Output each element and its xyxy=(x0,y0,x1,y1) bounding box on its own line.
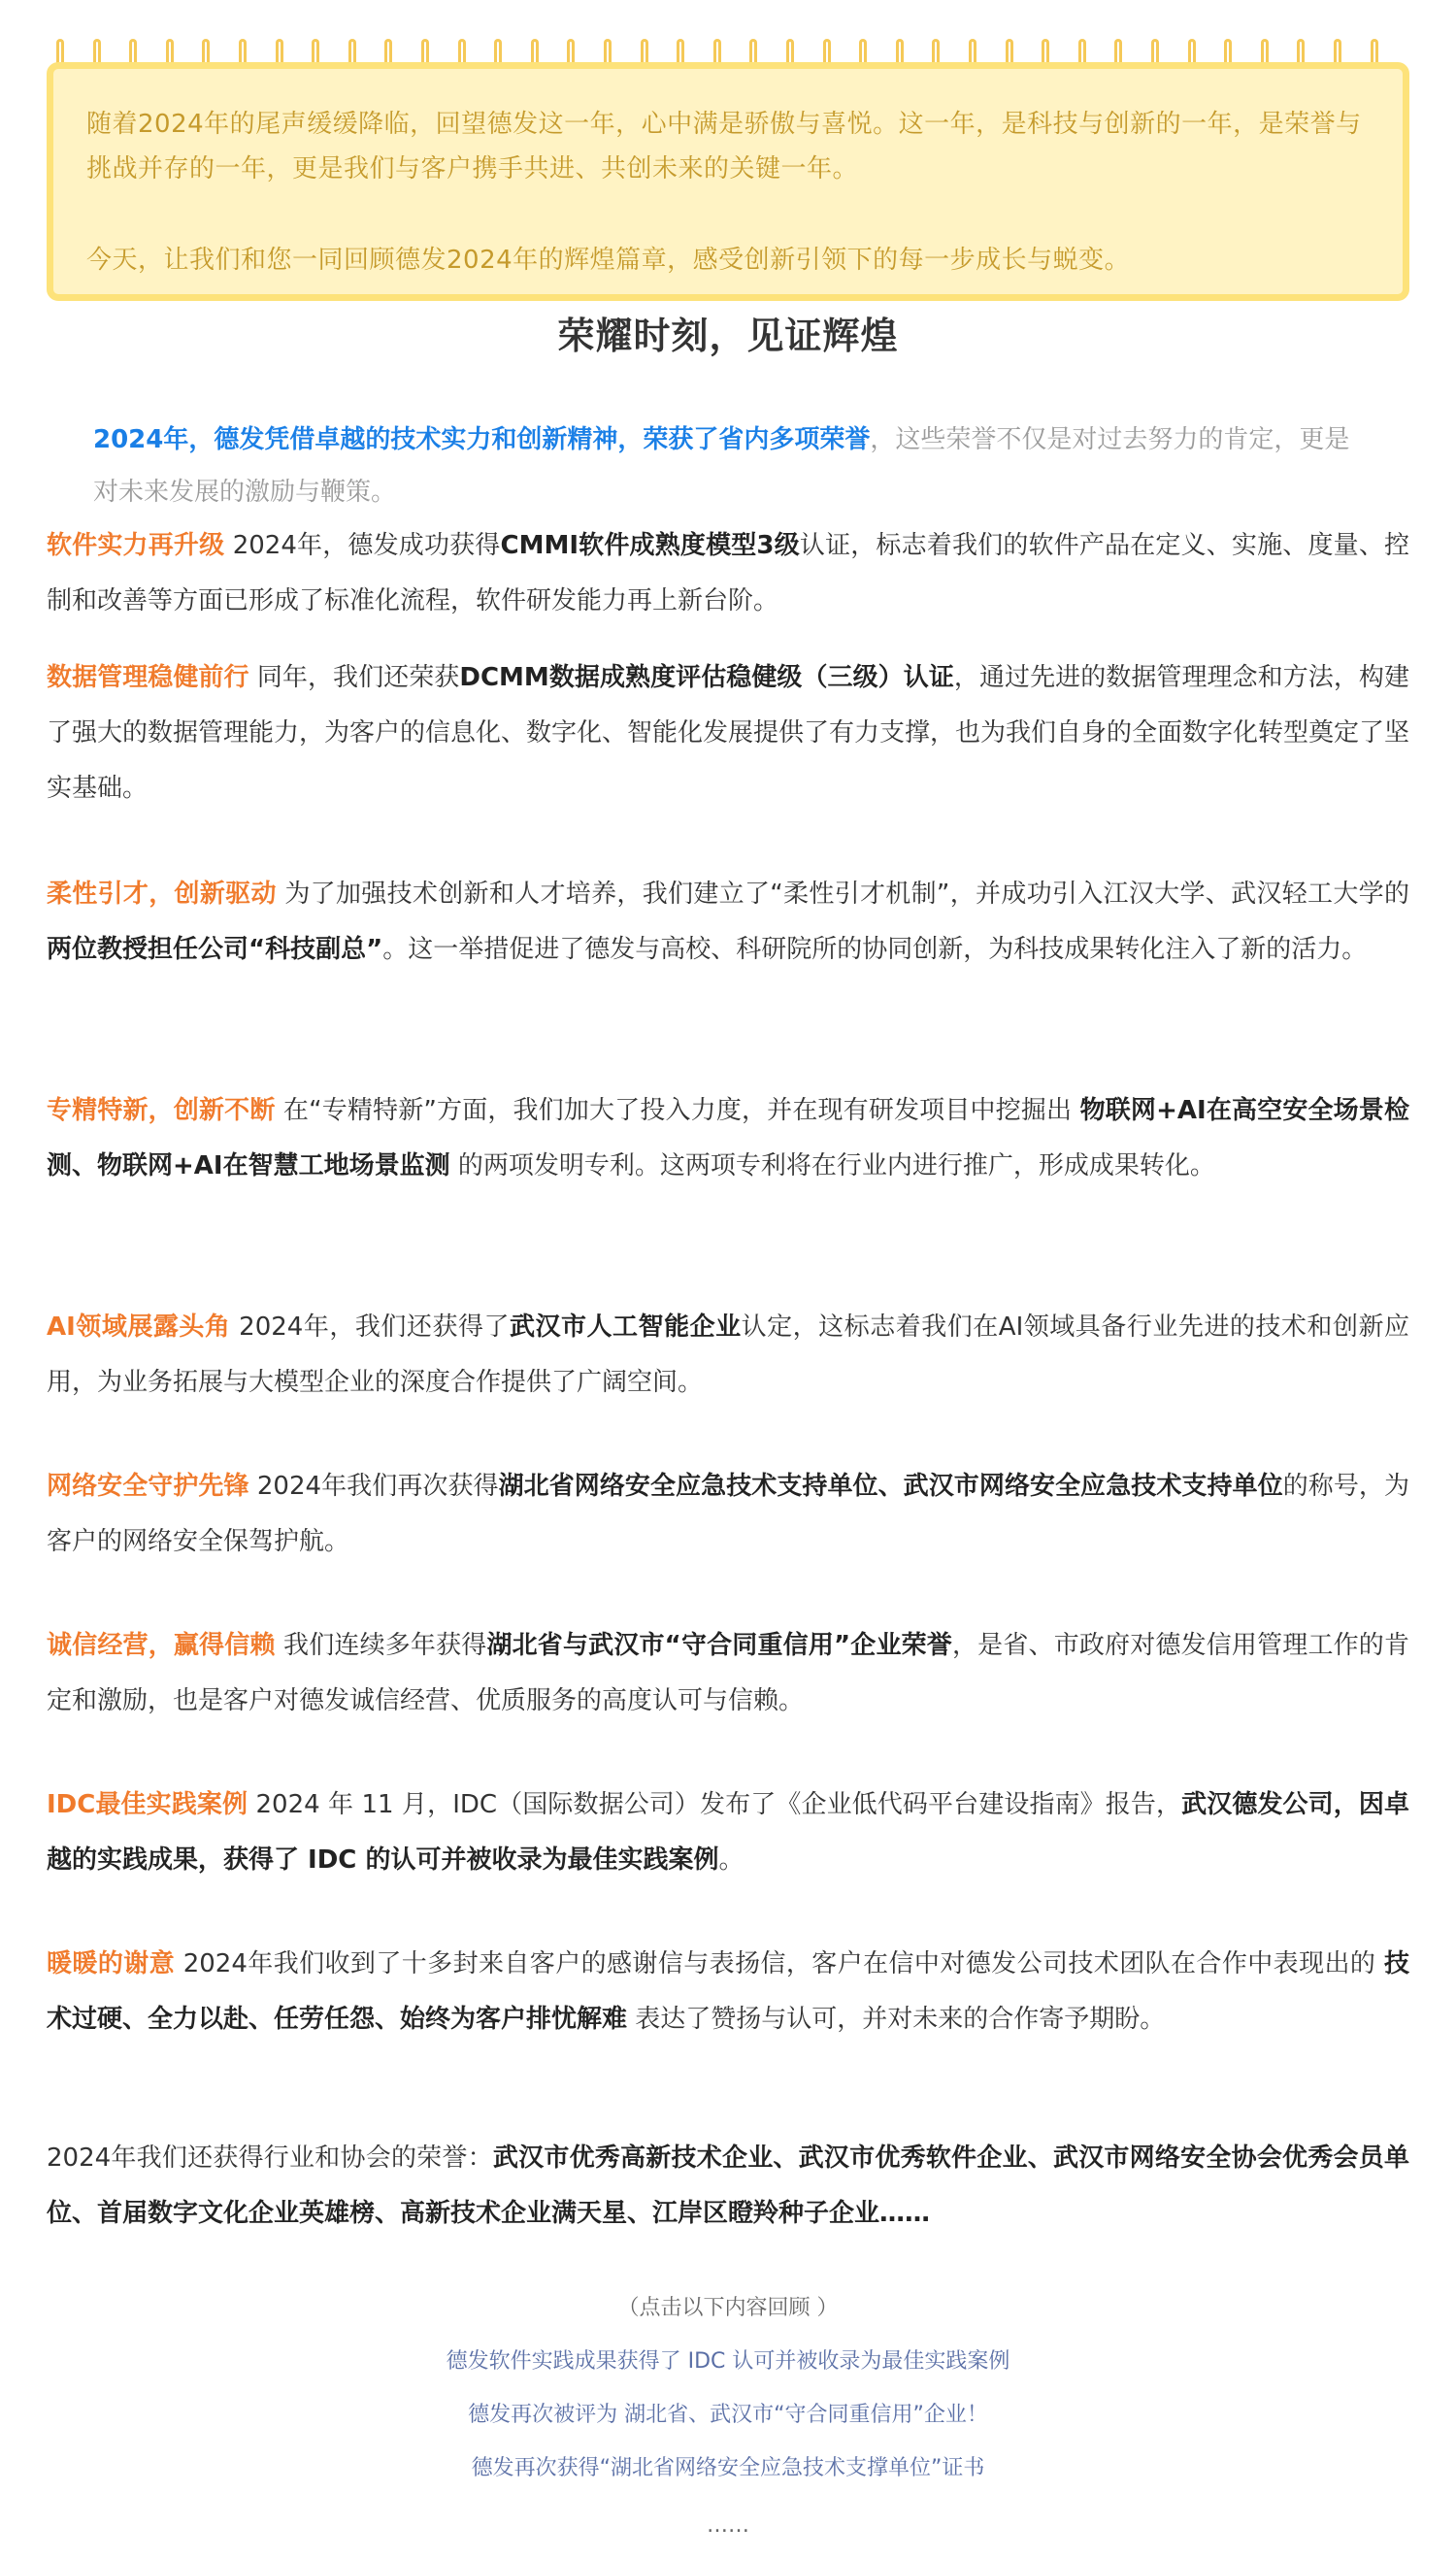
item-text: 2024年我们再次获得 xyxy=(248,1472,499,1501)
item-text: 表达了赞扬与认可，并对未来的合作寄予期盼。 xyxy=(627,2005,1166,2034)
honor-item-idc xyxy=(47,1778,1409,1888)
review-link-idc[interactable]: 德发软件实践成果获得了 IDC 认可并被收录为最佳实践案例 xyxy=(446,2349,1010,2374)
section-title: 荣耀时刻，见证辉煌 xyxy=(557,315,899,357)
item-heading: 软件实力再升级 xyxy=(47,531,225,560)
item-text: 我们连续多年获得 xyxy=(275,1631,487,1660)
item-text: 认定，这标志着我们在AI领域具备行业先进的技术和创新应用，为业务拓展与大模型企业的深度合作提供了广阔空间。 xyxy=(47,1313,1409,1397)
review-link-credit[interactable]: 德发再次被评为 湖北省、武汉市“守合同重信用”企业！ xyxy=(468,2403,988,2427)
item-heading: 暖暖的谢意 xyxy=(47,1949,176,1978)
item-text: 2024年，德发成功获得 xyxy=(224,531,501,560)
honor-item-ai xyxy=(47,1300,1409,1411)
honor-item-talent xyxy=(47,867,1409,978)
item-text: 2024年我们收到了十多封来自客户的感谢信与表扬信，客户在信中对德发公司技术团队在合作中表现出的 xyxy=(175,1949,1384,1978)
item-text: 同年，我们还荣获 xyxy=(248,663,460,692)
honor-item-patents xyxy=(47,1083,1409,1194)
item-text: 认证，标志着我们的软件产品在定义、实施、度量、控制和改善等方面已形成了标准化流程，软件研发能力再上新台阶。 xyxy=(47,531,1410,615)
item-text: 为了加强技术创新和人才培养，我们建立了“柔性引才机制”，并成功引入江汉大学、武汉轻工大学的 xyxy=(276,880,1409,909)
honor-item-integrity xyxy=(47,1618,1409,1729)
item-bold-text: 湖北省网络安全应急技术支持单位、武汉市网络安全应急技术支持单位 xyxy=(498,1472,1283,1501)
item-text: 2024年，我们还获得了 xyxy=(230,1313,510,1342)
industry-honors xyxy=(47,2131,1409,2242)
review-hint: （点击以下内容回顾 ） xyxy=(617,2296,839,2320)
item-heading: 诚信经营，赢得信赖 xyxy=(47,1631,276,1660)
item-bold-text: 武汉德发公司，因卓越的实践成果，获得了 IDC 的认可并被收录为最佳实践案例 xyxy=(47,1790,1409,1875)
item-bold-text: 两位教授担任公司“科技副总” xyxy=(47,935,383,964)
item-text: 在“专精特新”方面，我们加大了投入力度，并在现有研发项目中挖掘出 xyxy=(275,1096,1080,1125)
intro-paragraph-1: 随着2024年的尾声缓缓降临，回望德发这一年，心中满是骄傲与喜悦。这一年，是科技与创新的一年，是荣誉与挑战并存的一年，更是我们与客户携手共进、共创未来的关键一年。 xyxy=(86,110,1362,183)
intro-paragraph-2: 今天，让我们和您一同回顾德发2024年的辉煌篇章，感受创新引领下的每一步成长与蜕变。 xyxy=(86,246,1131,275)
intro-notepad-card xyxy=(47,62,1409,301)
item-text: 。这一举措促进了德发与高校、科研院所的协同创新，为科技成果转化注入了新的活力。 xyxy=(382,935,1368,964)
lead-highlight: 2024年，德发凭借卓越的技术实力和创新精神，荣获了省内多项荣誉 xyxy=(93,425,871,454)
lead-rest: ，这些荣誉不仅是对过去努力的肯定，更是对未来发展的激励与鞭策。 xyxy=(93,425,1350,507)
honor-item-software xyxy=(47,518,1409,629)
item-heading: 专精特新，创新不断 xyxy=(47,1096,276,1125)
item-text: ，是省、市政府对德发信用管理工作的肯定和激励，也是客户对德发诚信经营、优质服务的高度认可与信赖。 xyxy=(47,1631,1409,1715)
item-heading: IDC最佳实践案例 xyxy=(47,1790,248,1819)
honor-item-thanks xyxy=(47,1937,1409,2047)
item-heading: AI领域展露头角 xyxy=(47,1313,231,1342)
item-text: 的两项发明专利。这两项专利将在行业内进行推广，形成成果转化。 xyxy=(449,1151,1215,1180)
item-heading: 网络安全守护先锋 xyxy=(47,1472,249,1501)
item-text: 的称号，为客户的网络安全保驾护航。 xyxy=(47,1472,1409,1556)
item-text: ，通过先进的数据管理理念和方法，构建了强大的数据管理能力，为客户的信息化、数字化、智能化发展提供了有力支撑，也为我们自身的全面数字化转型奠定了坚实基础。 xyxy=(47,663,1410,803)
industry-bold-text: 武汉市优秀高新技术企业、武汉市优秀软件企业、武汉市网络安全协会优秀会员单位、首届数字文化企业英雄榜、高新技术企业满天星、江岸区瞪羚种子企业…… xyxy=(47,2144,1409,2228)
item-text: 2024 年 11 月，IDC（国际数据公司）发布了《企业低代码平台建设指南》报告， xyxy=(248,1790,1182,1819)
item-text: 。 xyxy=(718,1845,745,1875)
item-heading: 数据管理稳健前行 xyxy=(47,663,249,692)
item-bold-text: 武汉市人工智能企业 xyxy=(510,1313,742,1342)
industry-text: 2024年我们还获得行业和协会的荣誉： xyxy=(47,2144,493,2173)
lead-paragraph xyxy=(93,414,1374,518)
honor-item-network-security xyxy=(47,1459,1409,1570)
item-bold-text: 技术过硬、全力以赴、任劳任怨、始终为客户排忧解难 xyxy=(47,1949,1409,2034)
item-bold-text: 湖北省与武汉市“守合同重信用”企业荣誉 xyxy=(486,1631,952,1660)
item-bold-text: 物联网+AI在高空安全场景检测、物联网+AI在智慧工地场景监测 xyxy=(47,1096,1409,1180)
review-link-security-cert[interactable]: 德发再次获得“湖北省网络安全应急技术支撑单位”证书 xyxy=(471,2456,985,2480)
item-bold-text: CMMI软件成熟度模型3级 xyxy=(500,531,800,560)
item-bold-text: DCMM数据成熟度评估稳健级（三级）认证 xyxy=(459,663,954,692)
honor-item-data-management xyxy=(47,650,1409,816)
review-ellipsis: …… xyxy=(707,2513,749,2538)
item-heading: 柔性引才，创新驱动 xyxy=(47,880,277,909)
